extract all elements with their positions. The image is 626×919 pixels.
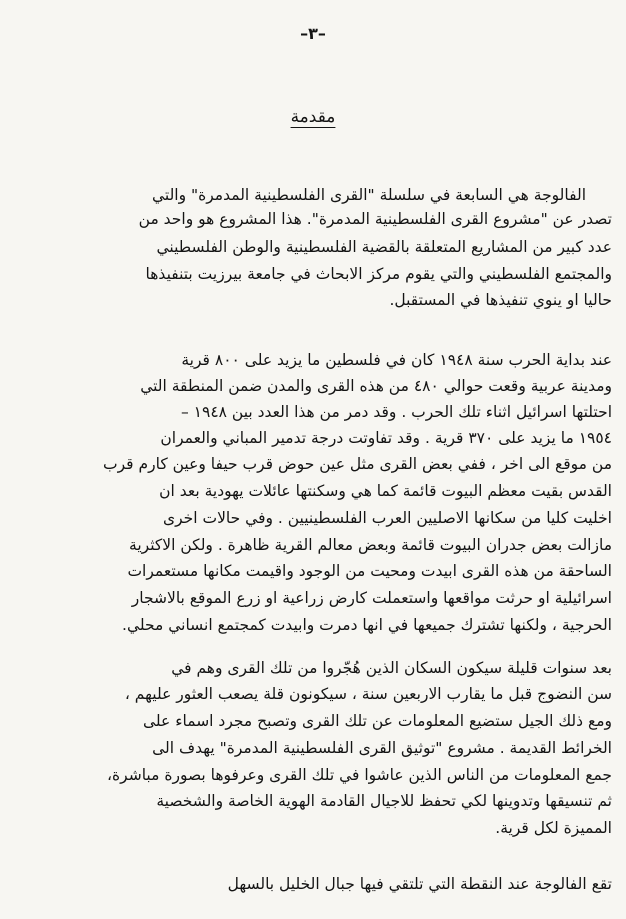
page-number: –٣– xyxy=(300,24,326,43)
text-line: اخليت كليا من سكانها الاصليين العرب الفلسطينيين . وفي حالات اخرى xyxy=(163,509,612,527)
text-line: بعد سنوات قليلة سيكون السكان الذين هُجّروا من تلك القرى وهم في xyxy=(171,659,612,677)
text-line: تقع الفالوجة عند النقطة التي تلتقي فيها جبال الخليل بالسهل xyxy=(227,875,612,893)
page-title-text: مقدمة xyxy=(290,107,336,127)
page-title xyxy=(0,107,626,127)
text-line: الساحقة من هذه القرى ابيدت ومحيت من الوجود واقيمت مكانها مستعمرات xyxy=(127,562,612,580)
text-line: والمجتمع الفلسطيني والتي يقوم مركز الابحاث في جامعة بيرزيت بتنفيذها xyxy=(145,265,612,283)
text-line: عند بداية الحرب سنة ١٩٤٨ كان في فلسطين ما يزيد على ٨٠٠ قرية xyxy=(181,351,612,369)
text-line: الخرائط القديمة . مشروع "توثيق القرى الفلسطينية المدمرة" يهدف الى xyxy=(152,739,612,757)
text-line: حاليا او ينوي تنفيذها في المستقبل. xyxy=(389,291,612,309)
text-line: عدد كبير من المشاريع المتعلقة بالقضية الفلسطينية والوطن الفلسطيني xyxy=(156,238,612,256)
text-line: ١٩٥٤ ما يزيد على ٣٧٠ قرية . وقد تفاوتت درجة تدمير المباني والعمران xyxy=(160,429,612,447)
text-line: المميزة لكل قرية. xyxy=(495,819,612,837)
text-line: الحرجية ، ولكنها تشترك جميعها في انها دمرت وابيدت كمجتمع انساني محلي. xyxy=(122,616,612,634)
text-line: ومدينة عربية وقعت حوالي ٤٨٠ من هذه القرى والمدن ضمن المنطقة التي xyxy=(140,377,612,395)
text-line: سن النضوج قبل ما يقارب الاربعين سنة ، سيكونون قلة يصعب العثور عليهم ، xyxy=(124,685,612,703)
text-line: احتلتها اسرائيل اثناء تلك الحرب . وقد دمر من هذا العدد بين ١٩٤٨ – xyxy=(180,403,612,421)
text-line: من موقع الى اخر ، ففي بعض القرى مثل عين حوض قرب حيفا وعين كارم قرب xyxy=(103,455,612,473)
text-line: القدس بقيت معظم البيوت قائمة كما هي وسكنتها عائلات يهودية بعد ان xyxy=(159,482,612,500)
text-line: جمع المعلومات من الناس الذين عاشوا في تلك القرى وعرفوها بصورة مباشرة، xyxy=(107,766,612,784)
text-line: الفالوجة هي السابعة في سلسلة "القرى الفلسطينية المدمرة" والتي xyxy=(151,186,586,204)
text-line: تصدر عن "مشروع القرى الفلسطينية المدمرة". هذا المشروع هو واحد من xyxy=(138,210,612,228)
text-line: مازالت بعض جدران البيوت قائمة وبعض معالم القرية ظاهرة . ولكن الاكثرية xyxy=(129,536,612,554)
text-line: ومع ذلك الجيل ستضيع المعلومات عن تلك القرى وتصبح مجرد اسماء على xyxy=(143,712,612,730)
text-line: ثم تنسيقها وتدوينها لكي تحفظ للاجيال القادمة الهوية الخاصة والشخصية xyxy=(156,792,612,810)
text-line: اسرائيلية او حرثت مواقعها واستعملت كارض زراعية او زرع الموقع بالاشجار xyxy=(131,589,612,607)
